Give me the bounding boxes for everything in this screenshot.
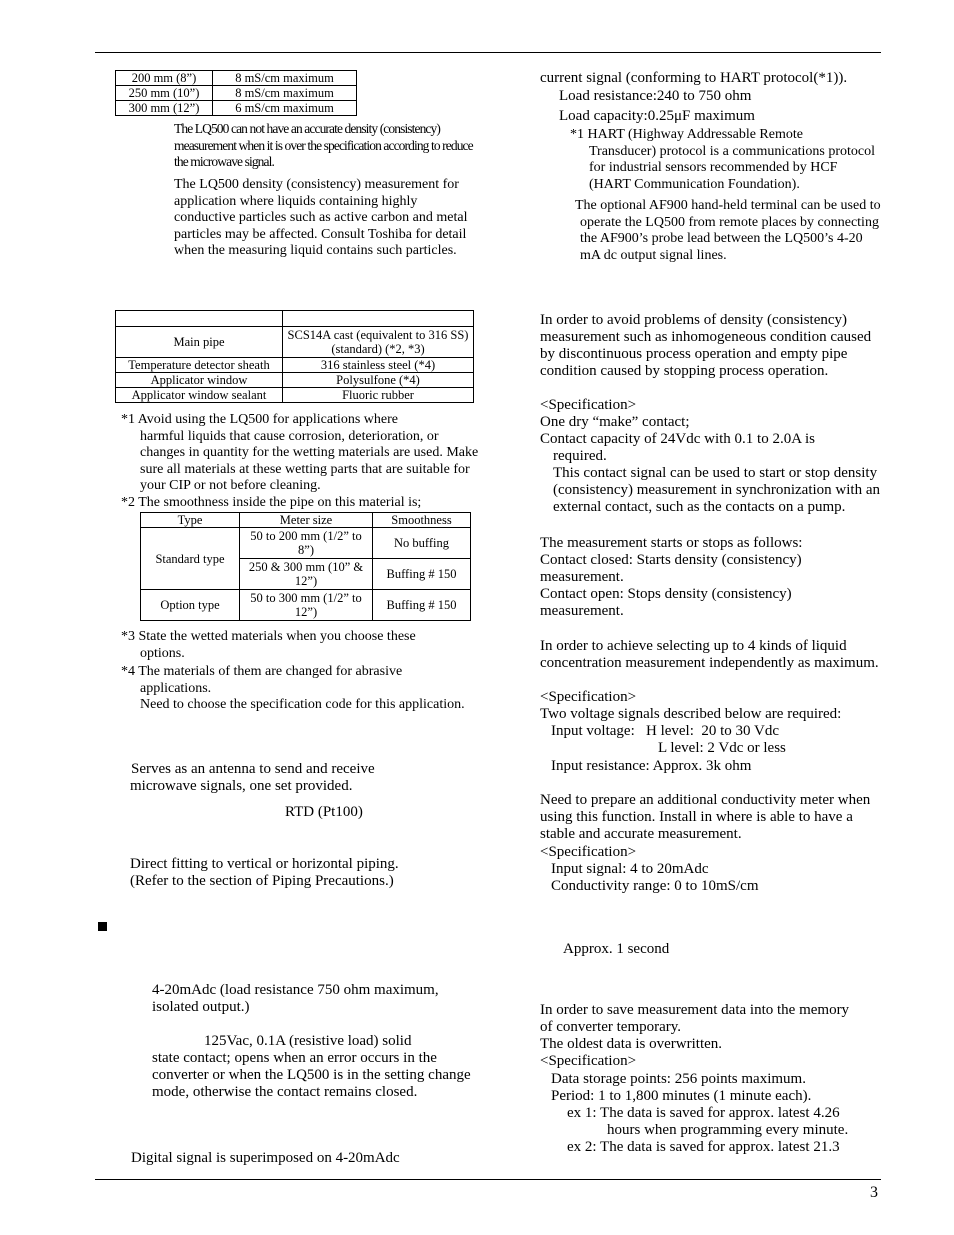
spec-label-4: <Specification> — [540, 1053, 637, 1069]
table-row: Applicator window Polysulfone (*4) — [116, 373, 474, 388]
bottom-rule — [95, 1179, 881, 1180]
load-resistance: Load resistance:240 to 750 ohm — [559, 88, 752, 104]
note-2: *2 The smoothness inside the pipe on this material is; — [121, 495, 422, 510]
input-resistance: Input resistance: Approx. 3k ohm — [551, 758, 752, 774]
spec-label-3: <Specification> — [540, 844, 637, 860]
two-voltage: Two voltage signals described below are required: — [540, 706, 842, 722]
materials-table — [115, 310, 474, 403]
note-1: *1 Avoid using the LQ500 for applications where harmful liquids that cause corrosion, deterioration, or changes in quantity for the wetting materials are used. Make sure all materials at these wetting parts that are suitable for your CIP or not before cleaning. — [121, 412, 479, 494]
oldest-data: The oldest data is overwritten. — [540, 1036, 723, 1052]
applicator-description: Serves as an antenna to send and receive microwave signals, one set provided. — [130, 761, 375, 794]
top-rule — [95, 52, 881, 53]
particles-note: The LQ500 density (consistency) measurement for application where liquids containing highly conductive particles such as active carbon and metal particles may be affected. Consult Toshiba for detail when the measuring liquid contains such particles. — [174, 177, 468, 259]
table-row — [116, 311, 474, 327]
contact-capacity: Contact capacity of 24Vdc with 0.1 to 2.0A is required. This contact signal can be used to start or stop density (consistency) measurement in synchronization with an external contact, such as the contacts on a pump. — [540, 431, 880, 515]
alarm-output: 125Vac, 0.1A (resistive load) solid state contact; opens when an error occurs in the converter or when the LQ500 is in the setting change mode, otherwise the contact remains closed. — [152, 1033, 471, 1100]
smoothness-table — [140, 512, 471, 621]
response-time: Approx. 1 second — [563, 941, 670, 957]
table-row: 200 mm (8”) 8 mS/cm maximum — [116, 71, 357, 86]
input-signal: Input signal: 4 to 20mAdc — [551, 861, 709, 877]
load-capacity: Load capacity:0.25μF maximum — [559, 108, 755, 124]
table-row: Option type 50 to 300 mm (1/2” to 12”) Buffing # 150 — [141, 590, 471, 621]
conductivity-table — [115, 70, 357, 116]
hart-note: *1 HART (Highway Addressable Remote Transducer) protocol is a communications protocol for industrial sensors recommended by HCF (HART Communication Foundation). — [570, 127, 876, 192]
input-voltage-l: L level: 2 Vdc or less — [658, 740, 786, 756]
conductivity-intro: Need to prepare an additional conductivity meter when using this function. Install in where is able to have a stable and accurate measurement. — [540, 792, 871, 842]
note-3: *3 State the wetted materials when you choose these options. — [121, 629, 416, 661]
start-stop: The measurement starts or stops as follows: — [540, 535, 803, 551]
contact-open: Contact open: Stops density (consistency) measurement. — [540, 586, 792, 619]
contact-closed: Contact closed: Starts density (consistency) measurement. — [540, 552, 802, 585]
period: Period: 1 to 1,800 minutes (1 minute each). — [551, 1088, 812, 1104]
note-4: *4 The materials of them are changed for abrasive applications. Need to choose the specification code for this application. — [121, 664, 465, 713]
mounting-description: Direct fitting to vertical or horizontal piping. (Refer to the section of Piping Precautions.) — [130, 856, 399, 889]
spec-label-1: <Specification> — [540, 397, 637, 413]
table-row: Type Meter size Smoothness — [141, 513, 471, 528]
table-row: Main pipe SCS14A cast (equivalent to 316 SS) (standard) (*2, *3) — [116, 327, 474, 358]
page-number: 3 — [870, 1184, 878, 1201]
example-2: ex 2: The data is saved for approx. latest 21.3 — [567, 1139, 840, 1155]
spec-label-2: <Specification> — [540, 689, 637, 705]
temperature-detector: RTD (Pt100) — [285, 804, 363, 820]
table-row: Applicator window sealant Fluoric rubber — [116, 388, 474, 403]
storage-points: Data storage points: 256 points maximum. — [551, 1071, 806, 1087]
table-row: Standard type 50 to 200 mm (1/2” to 8”) No buffing — [141, 528, 471, 559]
section-bullet-icon — [98, 922, 107, 931]
memory-intro: In order to save measurement data into the memory of converter temporary. — [540, 1002, 850, 1035]
af900-note: The optional AF900 hand-held terminal can be used to operate the LQ500 from remote places by connecting the AF900’s probe lead between the LQ500’s 4-20 mA dc output signal lines. — [575, 198, 881, 263]
digital-output: Digital signal is superimposed on 4-20mAdc — [131, 1150, 400, 1166]
conductivity-range: Conductivity range: 0 to 10mS/cm — [551, 878, 759, 894]
input-voltage-h: Input voltage: H level: 20 to 30 Vdc — [551, 723, 780, 739]
table-row: 250 mm (10”) 8 mS/cm maximum — [116, 86, 357, 101]
analog-output: 4-20mAdc (load resistance 750 ohm maximum, isolated output.) — [152, 982, 439, 1015]
table-row: 300 mm (12”) 6 mS/cm maximum — [116, 101, 357, 116]
table-row: Temperature detector sheath 316 stainless steel (*4) — [116, 358, 474, 373]
range-select-intro: In order to achieve selecting up to 4 kinds of liquid concentration measurement independently as maximum. — [540, 638, 879, 671]
example-1: ex 1: The data is saved for approx. latest 4.26 hours when programming every minute. — [567, 1105, 849, 1138]
dry-contact: One dry “make” contact; — [540, 414, 690, 430]
table-row: 250 & 300 mm (10” & 12”) Buffing # 150 — [141, 559, 471, 590]
conductivity-note: The LQ500 can not have an accurate density (consistency) measurement when it is over the specification according to reduce the microwave signal. — [174, 121, 473, 170]
contact-input-intro: In order to avoid problems of density (consistency) measurement such as inhomogeneous condition caused by discontinuous process operation and empty pipe condition caused by stopping process operation. — [540, 312, 872, 379]
hart-continuation: current signal (conforming to HART protocol(*1)). — [540, 70, 848, 86]
